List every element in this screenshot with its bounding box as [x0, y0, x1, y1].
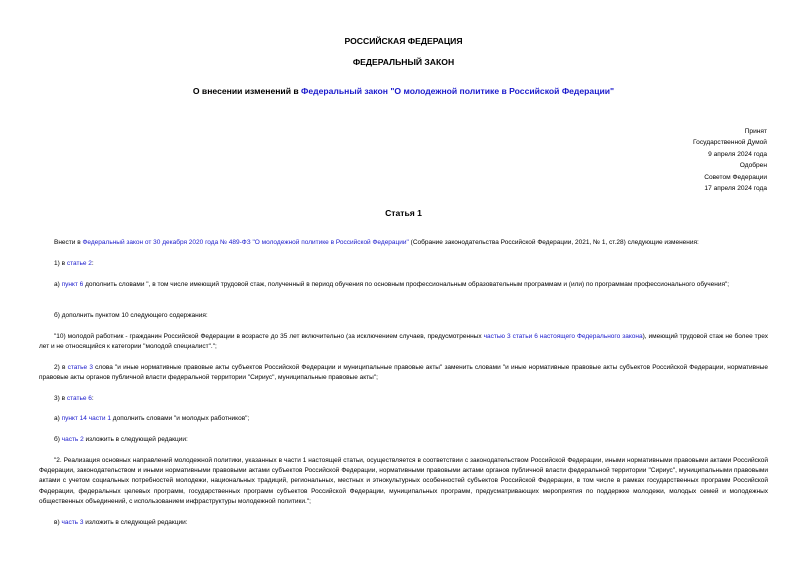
text-run: :: [91, 395, 94, 402]
item-1: [39, 259, 768, 269]
item-1a: [39, 280, 768, 290]
item-3b: [39, 435, 768, 445]
law-type-heading: ФЕДЕРАЛЬНЫЙ ЗАКОН: [352, 57, 455, 67]
text-run: 2) в: [54, 364, 68, 371]
quote-point-10: [39, 332, 768, 352]
text-run: слова "и иные нормативные правовые акты субъектов Российской Федерации и муниципальные правовые акты" заменить словами "и иные нормативные правовые акты субъектов Российской Федерации, нормативные правовые акты органов публичной власти федеральной территории "Сириус", муниципальные правовые акты";: [39, 364, 768, 382]
law-title-prefix: О внесении изменений в: [192, 86, 302, 96]
law-link[interactable]: Федеральный закон от 30 декабря 2020 года № 489-ФЗ "О молодежной политике в Российской Федерации": [82, 239, 409, 246]
text-run: изложить в следующей редакции:: [83, 519, 188, 526]
text-run: ), имеющий трудовой стаж не более трех лет и не относящийся к категории "молодой специалист".";: [39, 333, 768, 351]
item-3: [39, 394, 768, 404]
adoption-block: [693, 126, 767, 194]
item-1b: б) дополнить пунктом 10 следующего содержания:: [54, 312, 208, 319]
text-run: в): [54, 519, 62, 526]
article-3-link[interactable]: статье 3: [67, 364, 93, 371]
adoption-line: Советом Федерации: [704, 173, 767, 181]
law-title: [0, 86, 807, 96]
point-6-link[interactable]: пункт 6: [61, 281, 84, 288]
text-run: дополнить словами "и молодых работников";: [110, 415, 250, 422]
text-run: :: [91, 260, 94, 267]
text-run: а): [54, 281, 62, 288]
text-run: дополнить словами ", в том числе имеющий трудовой стаж, полученный в период обучения по основным профессиональным образовательным программам и (или) по программам профессионального обучения";: [83, 281, 730, 288]
adoption-line: 9 апреля 2024 года: [708, 150, 767, 158]
text-run: (Собрание законодательства Российской Федерации, 2021, № 1, ст.28) следующие изменения:: [408, 239, 699, 246]
adoption-line: Одобрен: [739, 162, 767, 170]
article-2-link[interactable]: статье 2: [66, 260, 92, 267]
adoption-line: Государственной Думой: [693, 139, 767, 147]
part-3-article-6-link[interactable]: частью 3 статьи 6 настоящего Федерального закона: [483, 333, 643, 340]
article-6-link[interactable]: статье 6: [66, 395, 92, 402]
text-run: изложить в следующей редакции:: [83, 436, 188, 443]
text-run: "10) молодой работник - гражданин Российской Федерации в возрасте до 35 лет включительно (за исключением случаев, предусмотренных: [54, 333, 484, 340]
item-3a: [39, 414, 768, 424]
article-title: Статья 1: [385, 208, 422, 218]
intro-paragraph: [39, 238, 768, 248]
adoption-line: 17 апреля 2024 года: [704, 185, 767, 193]
text-run: 3) в: [54, 395, 67, 402]
adoption-line: Принят: [744, 128, 767, 135]
quote-part-2: "2. Реализация основных направлений молодежной политики, указанных в части 1 настоящей статьи, осуществляется в соответствии с законодательством Российской Федерации, иными нормативными правовыми актами Российской Федерации, законодательством и иными нормативными правовыми актами субъектов Российской Федерации, нормативными правовыми актами органов публичной власти федеральной территории "Сириус", муниципальными правовыми актами с учетом социальных потребностей молодежи, национальных традиций, региональных, местных и этнокультурных особенностей субъектов Российской Федерации, в том числе в рамках государственных программ Российской Федерации, федеральных целевых программ, государственных программ субъектов Российской Федерации, муниципальных программ, предусматривающих мероприятия по поддержке молодежи, молодых семей и молодежных общественных объединений, с использованием инфраструктуры молодежной политики.";: [39, 457, 768, 505]
text-run: Внести в: [54, 239, 83, 246]
text-run: а): [54, 415, 62, 422]
text-run: б): [54, 436, 62, 443]
part-3-link[interactable]: часть 3: [61, 519, 84, 526]
item-3c: [39, 518, 768, 528]
text-run: 1) в: [54, 260, 67, 267]
item-2: [39, 363, 768, 383]
part-2-link[interactable]: часть 2: [61, 436, 84, 443]
country-heading: РОССИЙСКАЯ ФЕДЕРАЦИЯ: [344, 36, 463, 46]
law-title-link[interactable]: Федеральный закон "О молодежной политике в Российской Федерации": [301, 86, 615, 96]
point-14-part-1-link[interactable]: пункт 14 части 1: [61, 415, 111, 422]
